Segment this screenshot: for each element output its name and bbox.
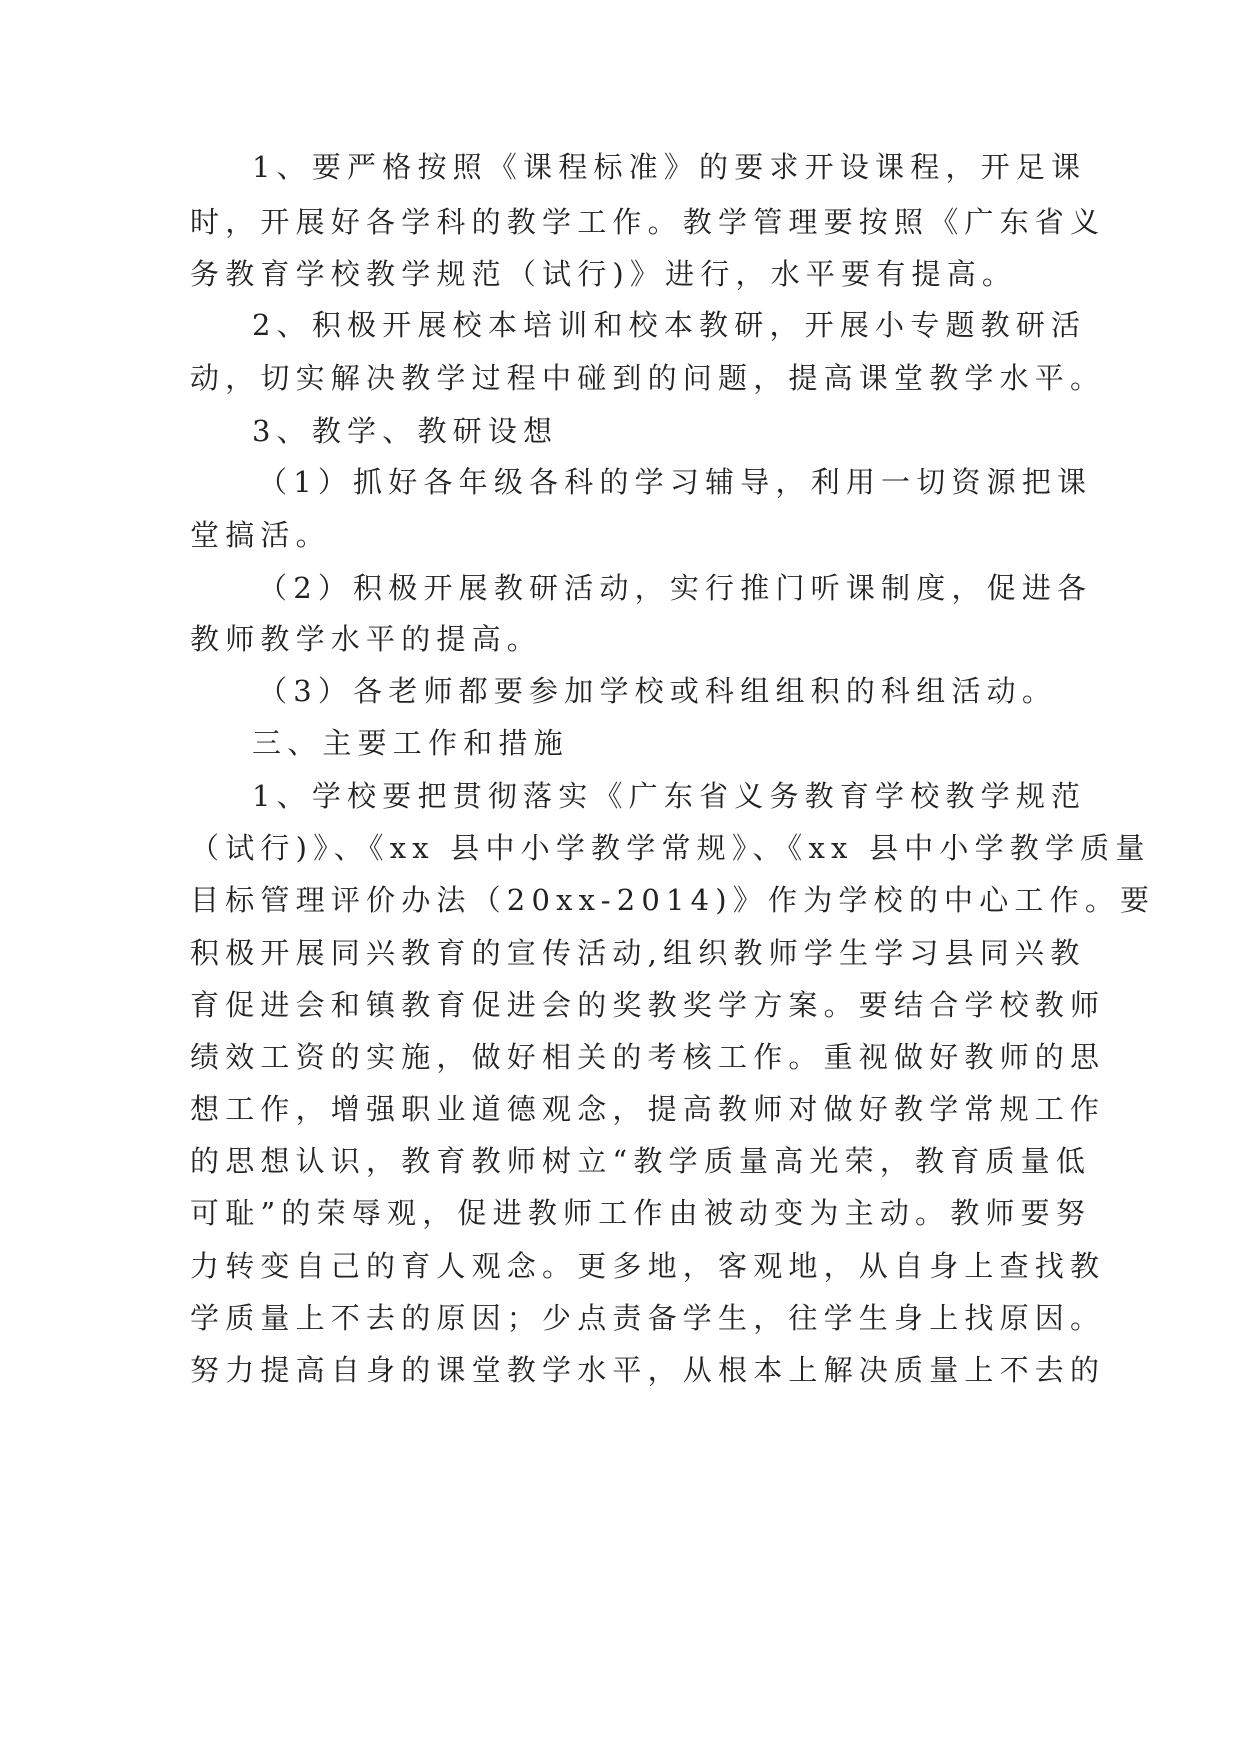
paragraph-line: 想工作，增强职业道德观念，提高教师对做好教学常规工作: [190, 1092, 1106, 1126]
paragraph-line: （2）积极开展教研活动，实行推门听课制度，促进各: [258, 571, 1093, 605]
paragraph-line: 教师教学水平的提高。: [190, 622, 543, 656]
paragraph-line: 可耻”的荣辱观，促进教师工作由被动变为主动。教师要努: [190, 1196, 1092, 1230]
paragraph-line: 1、学校要把贯彻落实《广东省义务教育学校教学规范: [252, 779, 1087, 813]
paragraph-line: 3、教学、教研设想: [252, 414, 559, 448]
paragraph-line: 积极开展同兴教育的宣传活动,组织教师学生学习县同兴教: [190, 936, 1086, 970]
paragraph-line: 学质量上不去的原因；少点责备学生，往学生身上找原因。: [190, 1301, 1106, 1335]
paragraph-line: 目标管理评价办法（20xx-2014)》作为学校的中心工作。要: [190, 883, 1156, 917]
paragraph-line: （1）抓好各年级各科的学习辅导，利用一切资源把课: [258, 465, 1093, 499]
paragraph-line: 动，切实解决教学过程中碰到的问题，提高课堂教学水平。: [190, 361, 1106, 395]
paragraph-line: 绩效工资的实施，做好相关的考核工作。重视做好教师的思: [190, 1040, 1106, 1074]
paragraph-line: 堂搞活。: [190, 518, 331, 552]
section-heading: 三、主要工作和措施: [252, 726, 569, 760]
paragraph-line: 育促进会和镇教育促进会的奖教奖学方案。要结合学校教师: [190, 988, 1106, 1022]
paragraph-line: 务教育学校教学规范（试行)》进行，水平要有提高。: [190, 257, 1018, 291]
paragraph-line: 力转变自己的育人观念。更多地，客观地，从自身上查找教: [190, 1249, 1106, 1283]
paragraph-line: 2、积极开展校本培训和校本教研，开展小专题教研活: [252, 308, 1087, 342]
paragraph-line: 努力提高自身的课堂教学水平，从根本上解决质量上不去的: [190, 1353, 1106, 1387]
paragraph-line: 1、要严格按照《课程标准》的要求开设课程，开足课: [252, 150, 1087, 184]
paragraph-line: （试行)》、《xx 县中小学教学常规》、《xx 县中小学教学质量: [190, 831, 1151, 865]
paragraph-line: 时，开展好各学科的教学工作。教学管理要按照《广东省义: [190, 205, 1106, 239]
paragraph-line: 的思想认识，教育教师树立“教学质量高光荣，教育质量低: [190, 1144, 1092, 1178]
paragraph-line: （3）各老师都要参加学校或科组组积的科组活动。: [258, 674, 1058, 708]
